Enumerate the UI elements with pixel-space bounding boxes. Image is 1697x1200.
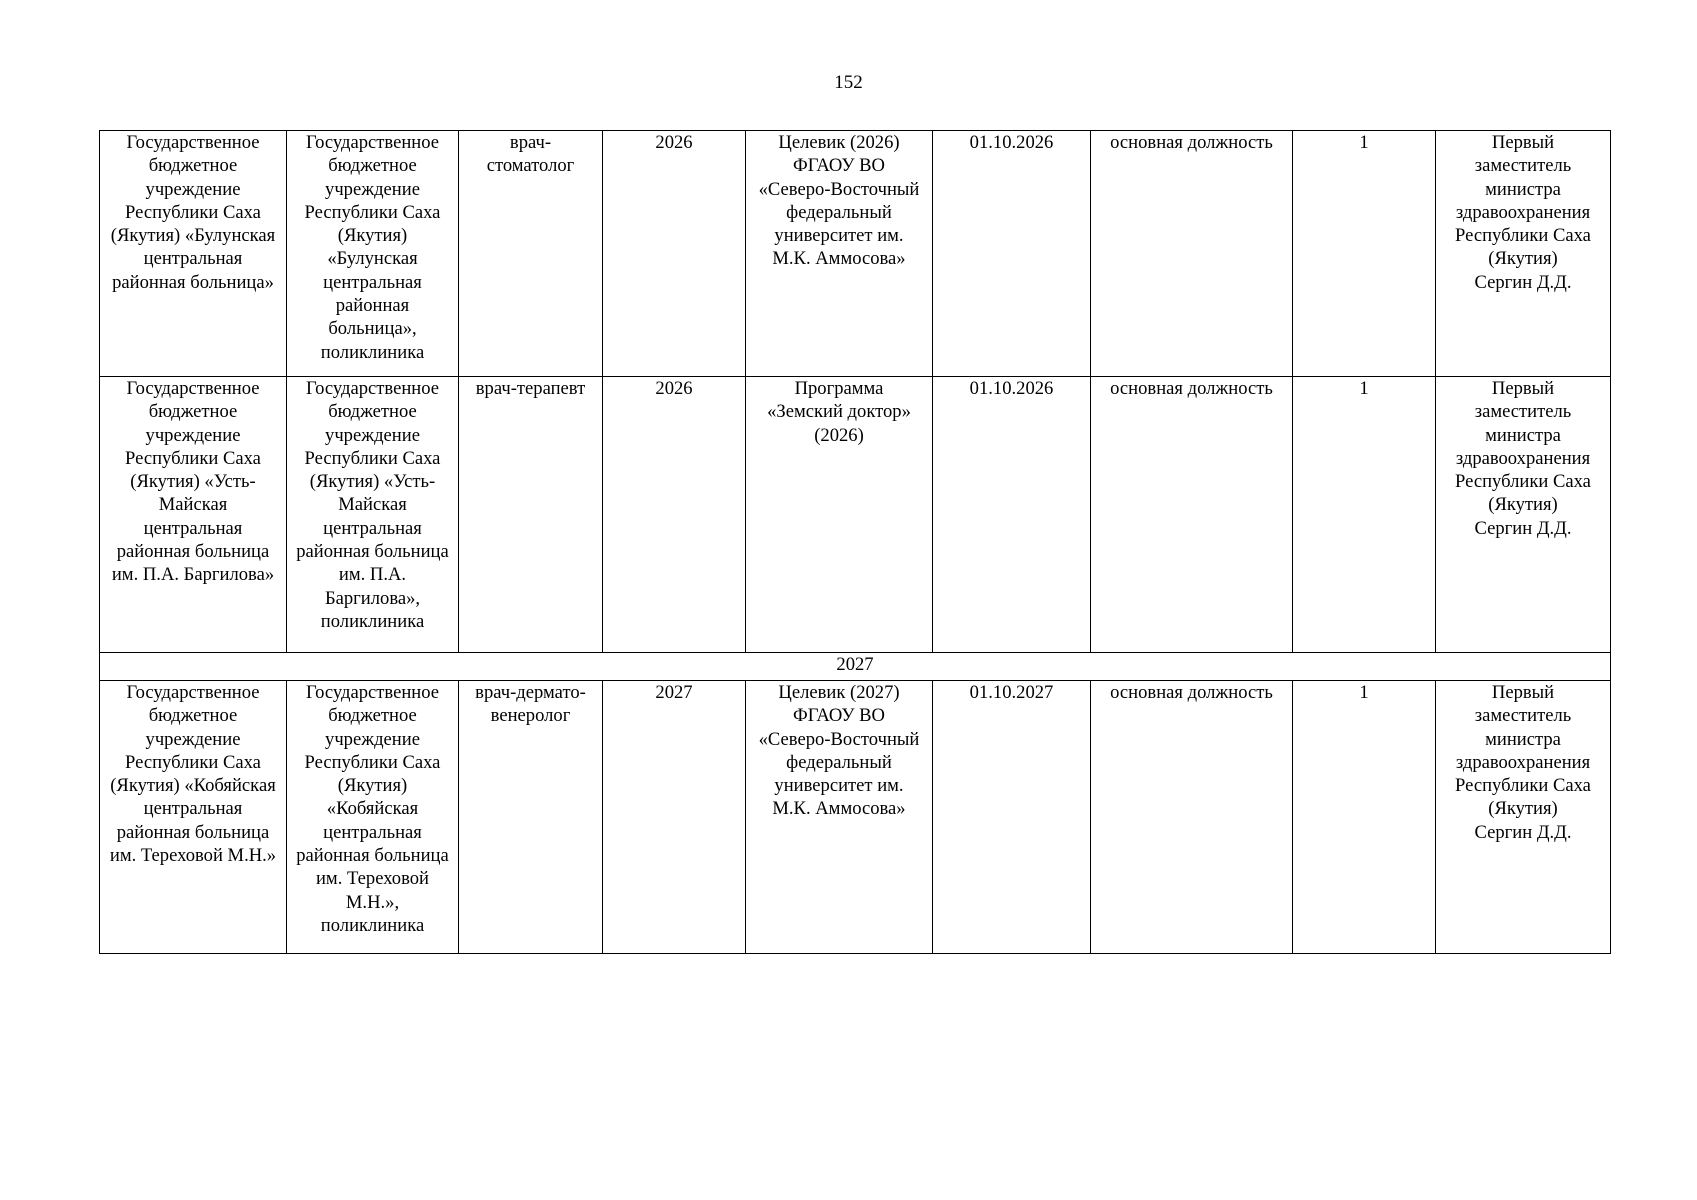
positions-table xyxy=(99,130,1611,954)
subdivision-cell: Государственное бюджетное учреждение Республики Саха (Якутия) «Кобяйская центральная районная больница им. Тереховой М.Н.», поликлиника xyxy=(287,681,459,954)
section-row xyxy=(100,653,1611,681)
job-type-cell: основная должность xyxy=(1091,131,1293,377)
subdivision-cell: Государственное бюджетное учреждение Республики Саха (Якутия) «Усть- Майская центральная районная больница им. П.А. Баргилова», поликлиника xyxy=(287,377,459,653)
date-cell: 01.10.2027 xyxy=(933,681,1091,954)
responsible-cell: Первый заместитель министра здравоохранения Республики Саха (Якутия) Сергин Д.Д. xyxy=(1436,131,1611,377)
count-cell: 1 xyxy=(1293,131,1436,377)
subdivision-cell: Государственное бюджетное учреждение Республики Саха (Якутия) «Булунская центральная районная больница», поликлиника xyxy=(287,131,459,377)
program-cell: Целевик (2027) ФГАОУ ВО «Северо-Восточный федеральный университет им. М.К. Аммосова» xyxy=(746,681,933,954)
year-cell: 2026 xyxy=(603,131,746,377)
responsible-cell: Первый заместитель министра здравоохранения Республики Саха (Якутия) Сергин Д.Д. xyxy=(1436,681,1611,954)
date-cell: 01.10.2026 xyxy=(933,377,1091,653)
program-cell: Целевик (2026) ФГАОУ ВО «Северо-Восточный федеральный университет им. М.К. Аммосова» xyxy=(746,131,933,377)
year-cell: 2026 xyxy=(603,377,746,653)
job-type-cell: основная должность xyxy=(1091,681,1293,954)
organization-cell: Государственное бюджетное учреждение Республики Саха (Якутия) «Кобяйская центральная районная больница им. Тереховой М.Н.» xyxy=(100,681,287,954)
date-cell: 01.10.2026 xyxy=(933,131,1091,377)
count-cell: 1 xyxy=(1293,681,1436,954)
count-cell: 1 xyxy=(1293,377,1436,653)
position-cell: врач- стоматолог xyxy=(459,131,603,377)
table-row xyxy=(100,377,1611,653)
position-cell: врач-терапевт xyxy=(459,377,603,653)
table-row xyxy=(100,131,1611,377)
table-row xyxy=(100,681,1611,954)
program-cell: Программа «Земский доктор» (2026) xyxy=(746,377,933,653)
job-type-cell: основная должность xyxy=(1091,377,1293,653)
section-year-heading: 2027 xyxy=(100,653,1611,681)
organization-cell: Государственное бюджетное учреждение Республики Саха (Якутия) «Усть- Майская центральная районная больница им. П.А. Баргилова» xyxy=(100,377,287,653)
position-cell: врач-дермато- венеролог xyxy=(459,681,603,954)
organization-cell: Государственное бюджетное учреждение Республики Саха (Якутия) «Булунская центральная районная больница» xyxy=(100,131,287,377)
responsible-cell: Первый заместитель министра здравоохранения Республики Саха (Якутия) Сергин Д.Д. xyxy=(1436,377,1611,653)
page-number: 152 xyxy=(834,72,863,93)
year-cell: 2027 xyxy=(603,681,746,954)
